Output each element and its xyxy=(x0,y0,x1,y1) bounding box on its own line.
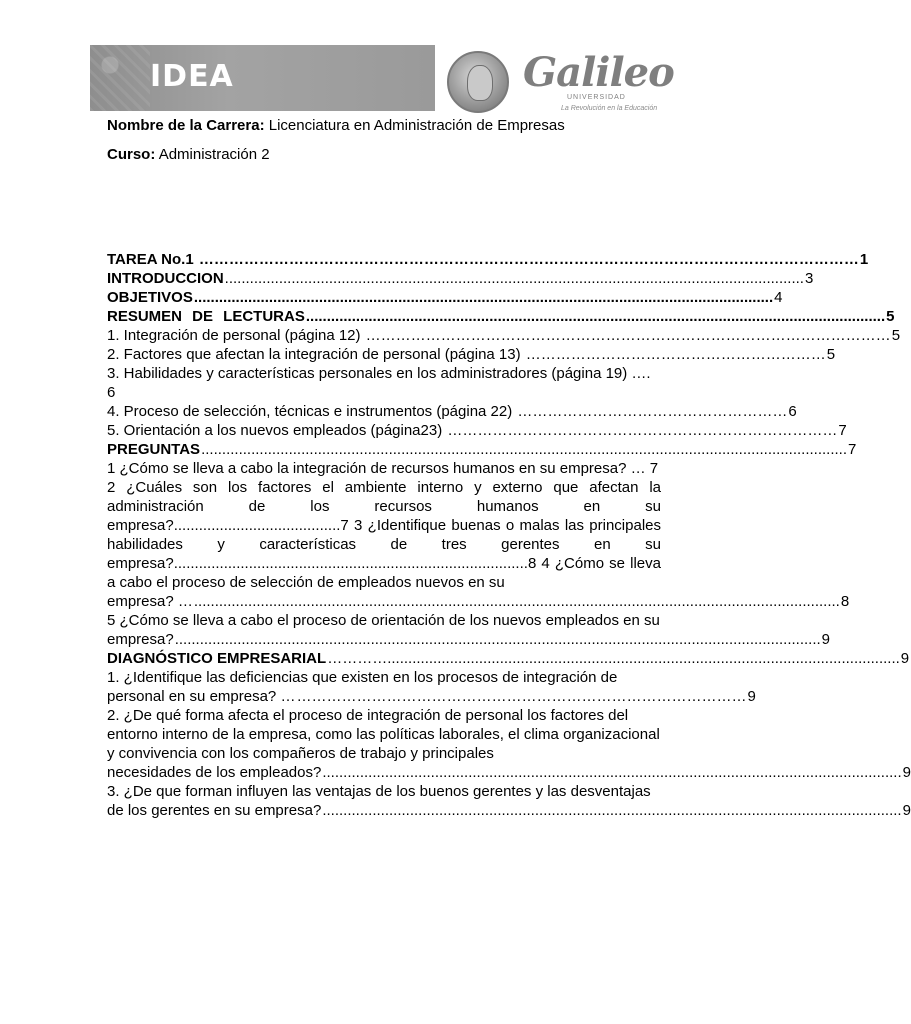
course-line xyxy=(107,146,270,163)
dot-leader: …………………………………………………… xyxy=(521,346,826,363)
toc-entry-resumen-4: 4. Proceso de selección, técnicas e instrumentos (página 22) ……………………………………………… 6 xyxy=(107,403,797,420)
toc-diagnostico-3-end: de los gerentes en su empresa? ........................................................................................................................................... 9 xyxy=(107,802,911,819)
dot-leader: ........................................................................................................................................... xyxy=(322,802,902,819)
dot-leader: ........................................................................................................................................................... xyxy=(174,631,821,648)
dot-leader: ……………………………………………… xyxy=(513,403,788,420)
toc-question-5: 5 ¿Cómo se lleva a cabo el proceso de orientación de los nuevos empleados en su xyxy=(107,612,660,629)
career-label: Nombre de la Carrera: xyxy=(107,117,265,134)
idea-banner xyxy=(90,45,435,111)
dot-leader: ........................................................................................................................................... xyxy=(322,764,902,781)
toc-questions-2-4: 2 ¿Cuáles son los factores el ambiente interno y externo que afectan la administración de los recursos humanos en su empresa?........................................7 3 ¿Identifique buenas o malas las principales habilidades y características de tres gerentes en su empresa?.....................................................................................8 4 ¿Cómo se lleva a cabo el proceso de selección de empleados nuevos en su xyxy=(107,479,661,591)
dot-leader: ........................................................................................................................................................... xyxy=(201,441,848,458)
dot-leader: ........................................................................................................................................... xyxy=(305,308,886,325)
dot-leader: ……………………………………………………………………………… xyxy=(296,688,747,705)
toc-entry-resumen-2: 2. Factores que afectan la integración de personal (página 13) …………………………………………………… 5 xyxy=(107,346,836,363)
toc-entry-objetivos: OBJETIVOS ........................................................................................................................................... 4 xyxy=(107,289,783,306)
dot-leader: ........................................................................................................................................................... xyxy=(193,593,840,610)
dot-leader: ........................................................................................................................................... xyxy=(193,289,774,306)
toc-diagnostico-1-end: personal en su empresa? … ……………………………………………………………………………… 9 xyxy=(107,688,756,705)
toc-question-1: 1 ¿Cómo se lleva a cabo la integración de recursos humanos en su empresa? … 7 xyxy=(107,460,659,477)
galileo-brand xyxy=(435,45,674,115)
course-label: Curso: xyxy=(107,146,156,163)
toc-entry-resumen: RESUMEN DE LECTURAS ........................................................................................................................................... 5 xyxy=(107,308,895,325)
toc-entry-resumen-3-page: 6 xyxy=(107,384,116,401)
galileo-subtitle: UNIVERSIDAD xyxy=(567,94,626,101)
dot-leader: ........................................................................................................................................... xyxy=(224,270,804,287)
toc-entry-resumen-1: 1. Integración de personal (página 12) …………………………………………………………………………………………… 5 xyxy=(107,327,901,344)
toc-entry-introduccion: INTRODUCCION ........................................................................................................................................... 3 xyxy=(107,270,814,287)
course-value: Administración 2 xyxy=(158,146,270,163)
career-line xyxy=(107,117,565,134)
career-value: Licenciatura en Administración de Empresas xyxy=(268,117,565,134)
dot-leader: …………........................................................................................................................... xyxy=(327,650,900,667)
toc-diagnostico-3: 3. ¿De que forman influyen las ventajas de los buenos gerentes y las desventajas xyxy=(107,783,651,800)
idea-logo: IDEA xyxy=(150,59,234,94)
dot-leader: …………………………………………………………………………………………… xyxy=(361,327,891,344)
toc-entry-diagnostico: DIAGNÓSTICO EMPRESARIAL …………........................................................................................................................... 9 xyxy=(107,650,910,667)
table-of-contents xyxy=(107,250,911,820)
toc-entry-resumen-3: 3. Habilidades y características personales en los administradores (página 19) …. xyxy=(107,365,651,382)
toc-diagnostico-1: 1. ¿Identifique las deficiencias que existen en los procesos de integración de xyxy=(107,669,618,686)
galileo-logo: Galileo xyxy=(523,49,674,96)
toc-entry-resumen-5: 5. Orientación a los nuevos empleados (página23) …………………………………………………………………… 7 xyxy=(107,422,847,439)
galileo-seal-icon xyxy=(447,51,509,113)
toc-entry-tarea: TAREA No.1 …………………………………………………………………………………………………………………… 1 xyxy=(107,251,869,268)
header-banner xyxy=(90,45,674,115)
toc-entry-preguntas: PREGUNTAS ........................................................................................................................................................... 7 xyxy=(107,441,857,458)
toc-question-4-end: empresa? … ........................................................................................................................................................... 8 xyxy=(107,593,850,610)
banner-decoration xyxy=(90,45,150,111)
dot-leader: …………………………………………………………………… xyxy=(443,422,838,439)
toc-diagnostico-2: 2. ¿De qué forma afecta el proceso de integración de personal los factores del entorno interno de la empresa, como las políticas laborales, el clima organizacional y convivencia con los compañeros de trabajo y principales xyxy=(107,707,660,762)
galileo-tagline: La Revolución en la Educación xyxy=(561,105,658,112)
toc-diagnostico-2-end: necesidades de los empleados? ........................................................................................................................................... 9 xyxy=(107,764,911,781)
dot-leader: …………………………………………………………………………………………………………………… xyxy=(194,251,859,268)
toc-question-5-end: empresa? ........................................................................................................................................................... 9 xyxy=(107,631,831,648)
